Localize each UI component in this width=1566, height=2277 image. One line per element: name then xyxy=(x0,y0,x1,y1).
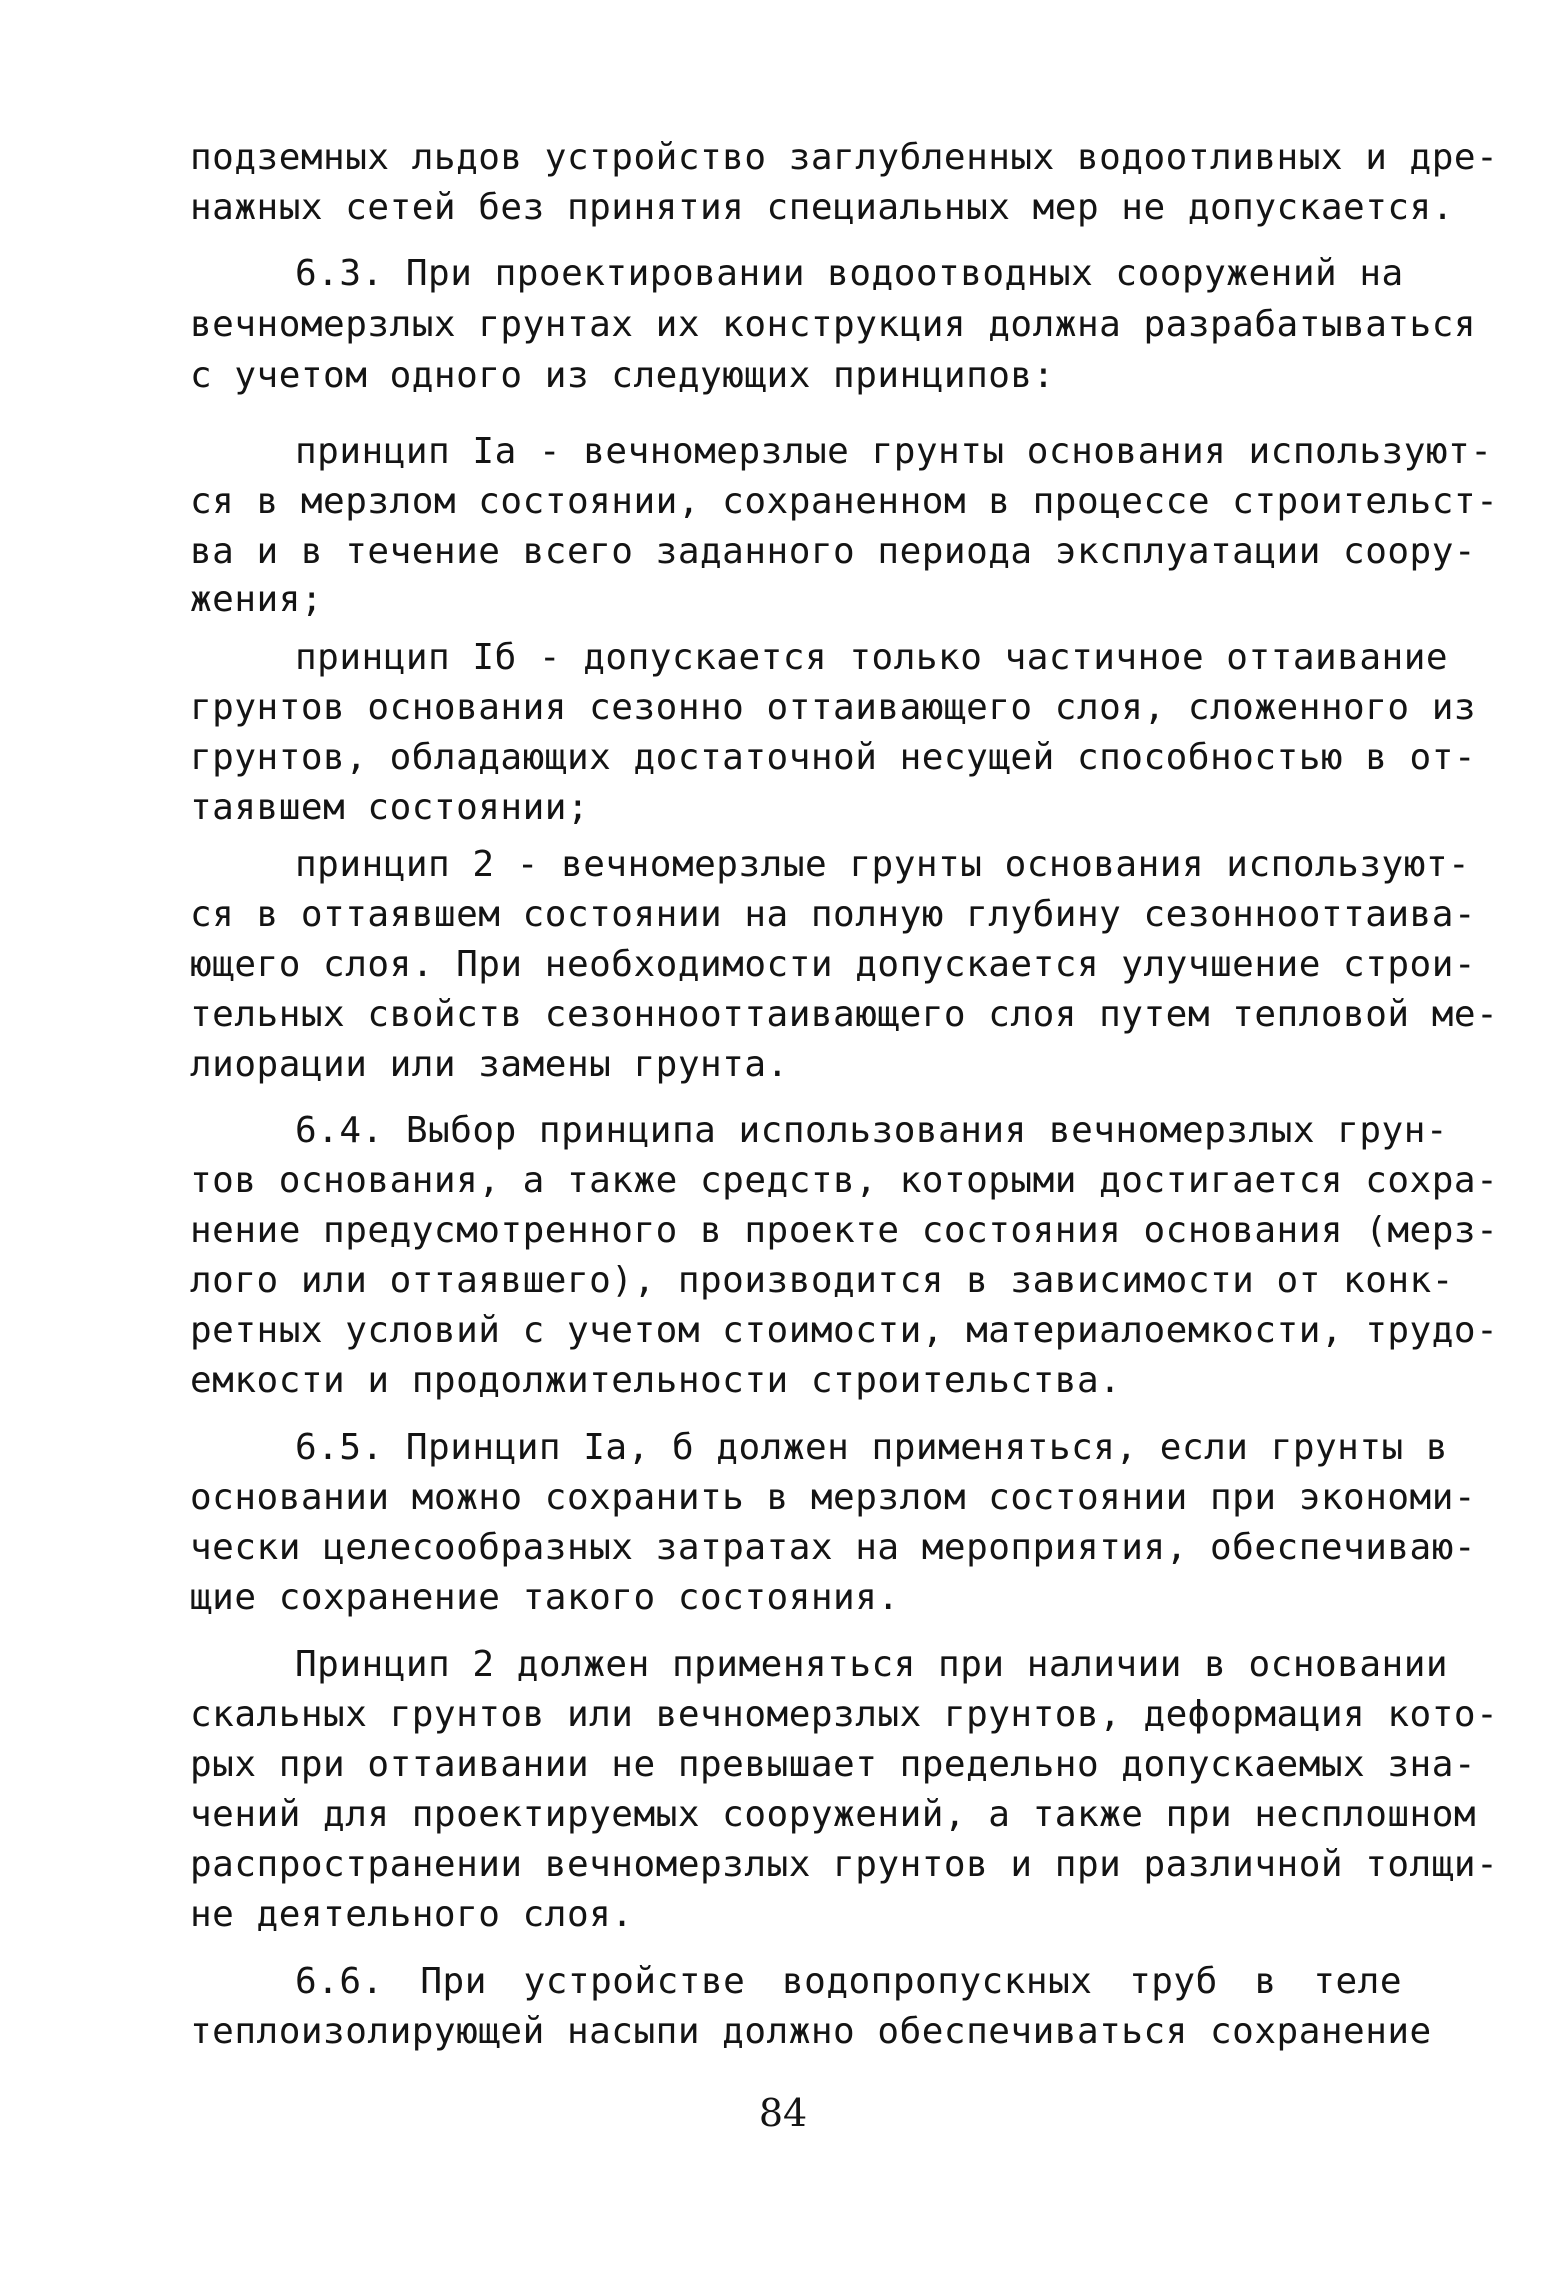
text-line: емкости и продолжительности строительства. xyxy=(190,1360,1122,1401)
text-line: скальных грунтов или вечномерзлых грунтов, деформация кото- xyxy=(190,1694,1499,1735)
text-line: нажных сетей без принятия специальных мер не допускается. xyxy=(190,187,1454,228)
text-line: грунтов, обладающих достаточной несущей способностью в от- xyxy=(190,737,1477,778)
text-line: чений для проектируемых сооружений, а также при несплошном xyxy=(190,1794,1477,1835)
text-line: щие сохранение такого состояния. xyxy=(190,1577,900,1618)
page-number: 84 xyxy=(758,2091,808,2135)
text-line: тов основания, а также средств, которыми достигается сохра- xyxy=(190,1160,1499,1201)
text-line: 6.3. При проектировании водоотводных сооружений на xyxy=(295,253,1404,294)
text-line: жения; xyxy=(190,579,324,620)
text-line: ющего слоя. При необходимости допускается улучшение строи- xyxy=(190,944,1477,985)
text-line: вечномерзлых грунтах их конструкция должна разрабатываться xyxy=(190,304,1477,345)
text-line: ся в мерзлом состоянии, сохраненном в процессе строительст- xyxy=(190,481,1499,522)
text-line: нение предусмотренного в проекте состояния основания (мерз- xyxy=(190,1210,1499,1251)
text-line: основании можно сохранить в мерзлом состоянии при экономи- xyxy=(190,1477,1477,1518)
text-line: принцип Iб - допускается только частичное оттаивание xyxy=(295,637,1449,678)
text-line: не деятельного слоя. xyxy=(190,1894,634,1935)
text-line: подземных льдов устройство заглубленных водоотливных и дре- xyxy=(190,137,1499,178)
text-line: принцип 2 - вечномерзлые грунты основания используют- xyxy=(295,844,1471,885)
text-line: грунтов основания сезонно оттаивающего слоя, сложенного из xyxy=(190,687,1477,728)
text-line: таявшем состоянии; xyxy=(190,787,590,828)
text-line: принцип Iа - вечномерзлые грунты основания используют- xyxy=(295,431,1493,472)
text-line: лого или оттаявшего), производится в зависимости от конк- xyxy=(190,1260,1454,1301)
text-line: теплоизолирующей насыпи должно обеспечиваться сохранение xyxy=(190,2011,1432,2052)
text-line: тельных свойств сезоннооттаивающего слоя путем тепловой ме- xyxy=(190,994,1499,1035)
text-line: Принцип 2 должен применяться при наличии в основании xyxy=(295,1644,1449,1685)
text-line: распространении вечномерзлых грунтов и при различной толщи- xyxy=(190,1844,1499,1885)
text-line: ретных условий с учетом стоимости, материалоемкости, трудо- xyxy=(190,1310,1499,1351)
text-line: ся в оттаявшем состоянии на полную глубину сезоннооттаива- xyxy=(190,894,1477,935)
text-line: лиорации или замены грунта. xyxy=(190,1044,789,1085)
text-line: 6.6. При устройстве водопропускных труб в теле xyxy=(295,1961,1402,2002)
text-line: рых при оттаивании не превышает предельно допускаемых зна- xyxy=(190,1744,1477,1785)
text-line: 6.5. Принцип Iа, б должен применяться, если грунты в xyxy=(295,1427,1449,1468)
text-line: с учетом одного из следующих принципов: xyxy=(190,355,1055,396)
text-line: 6.4. Выбор принципа использования вечномерзлых грун- xyxy=(295,1110,1449,1151)
text-line: чески целесообразных затратах на мероприятия, обеспечиваю- xyxy=(190,1527,1477,1568)
text-line: ва и в течение всего заданного периода эксплуатации соору- xyxy=(190,531,1477,572)
